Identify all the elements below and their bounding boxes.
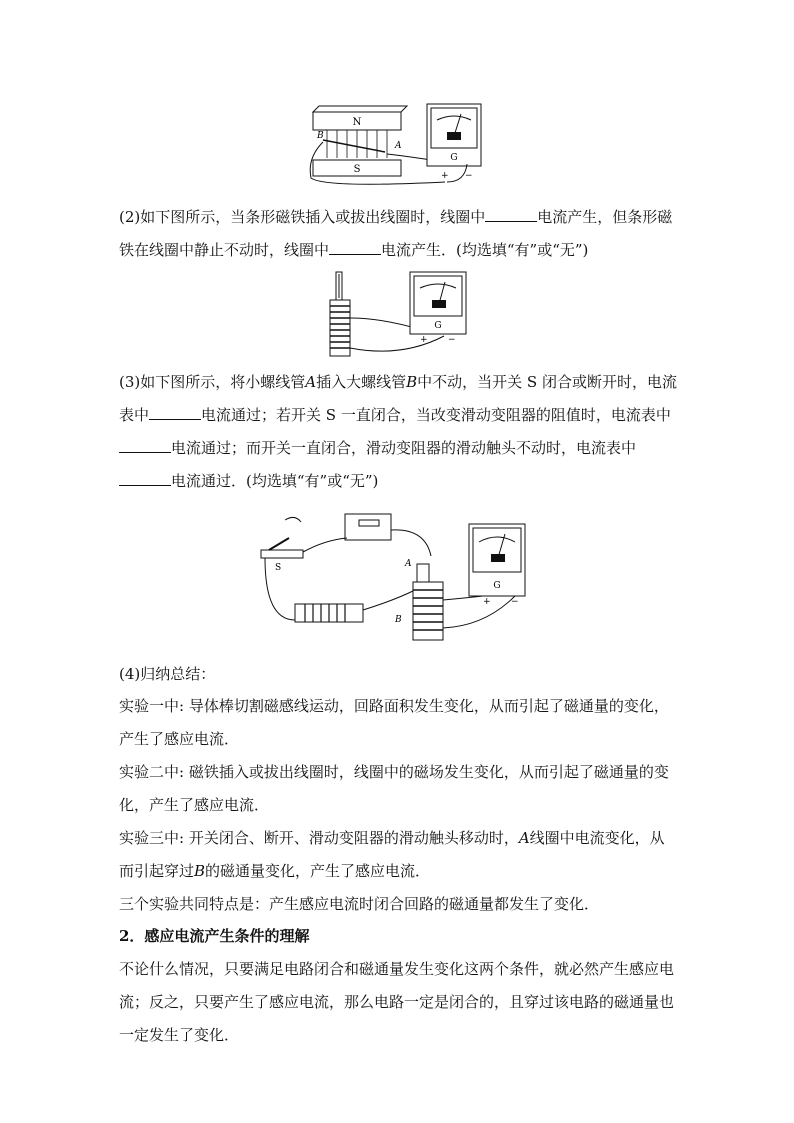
question-2: (2)如下图所示，当条形磁铁插入或拔出线圈时，线圈中 电流产生，但条形磁铁在线圈中静止不动时，线圈中 电流产生．(均选填“有”或“无”)	[119, 208, 673, 259]
label-minus: −	[448, 335, 456, 345]
label-n: N	[352, 117, 362, 128]
label-minus: −	[465, 171, 473, 181]
label-s: S	[275, 563, 282, 573]
figure-3-solenoid-circuit	[255, 500, 535, 650]
label-b: B	[317, 131, 324, 141]
section-2-title: 2．感应电流产生条件的理解	[119, 927, 310, 945]
blank-2a[interactable]	[485, 207, 537, 222]
blank-3c[interactable]	[119, 471, 171, 486]
question-3: (3)如下图所示，将小螺线管A插入大螺线管B中不动，当开关 S 闭合或断开时，电流表中 电流通过；若开关 S 一直闭合，当改变滑动变阻器的阻值时，电流表中电流通过；而开关一直闭合，滑动变阻器的滑动触头不动时，电流表中电流通过．(均选填“有”或“无”)	[119, 373, 677, 490]
figure-2-magnet-coil-circuit	[322, 268, 472, 362]
label-minus: −	[511, 597, 519, 607]
summary-common: 三个实验共同特点是：产生感应电流时闭合回路的磁通量都发生了变化．	[119, 895, 600, 913]
label-g: G	[434, 321, 442, 331]
label-a: A	[395, 141, 402, 151]
summary-heading: (4)归纳总结：	[119, 665, 216, 683]
summary-exp1: 实验一中: 导体棒切割磁感线运动，回路面积发生变化，从而引起了磁通量的变化，产生了感应电流．	[119, 697, 669, 748]
label-s: S	[353, 164, 361, 175]
label-a: A	[405, 559, 412, 569]
figure-1-magnet-rod-circuit	[305, 98, 495, 190]
blank-3b[interactable]	[119, 438, 171, 453]
label-b: B	[395, 615, 402, 625]
blank-3a[interactable]	[149, 405, 201, 420]
label-plus: +	[441, 171, 449, 181]
blank-2b[interactable]	[329, 240, 381, 255]
label-g: G	[450, 153, 458, 163]
summary-exp2: 实验二中: 磁铁插入或拔出线圈时，线圈中的磁场发生变化，从而引起了磁通量的变化，产生了感应电流．	[119, 763, 669, 814]
label-g: G	[493, 581, 501, 591]
label-plus: +	[420, 335, 428, 345]
summary-exp3: 实验三中: 开关闭合、断开、滑动变阻器的滑动触头移动时，A线圈中电流变化，从而引起穿过B的磁通量变化，产生了感应电流．	[119, 829, 665, 880]
label-plus: +	[483, 597, 491, 607]
section-2-body: 不论什么情况，只要满足电路闭合和磁通量发生变化这两个条件，就必然产生感应电流；反之，只要产生了感应电流，那么电路一定是闭合的，且穿过该电路的磁通量也一定发生了变化．	[119, 960, 675, 1044]
